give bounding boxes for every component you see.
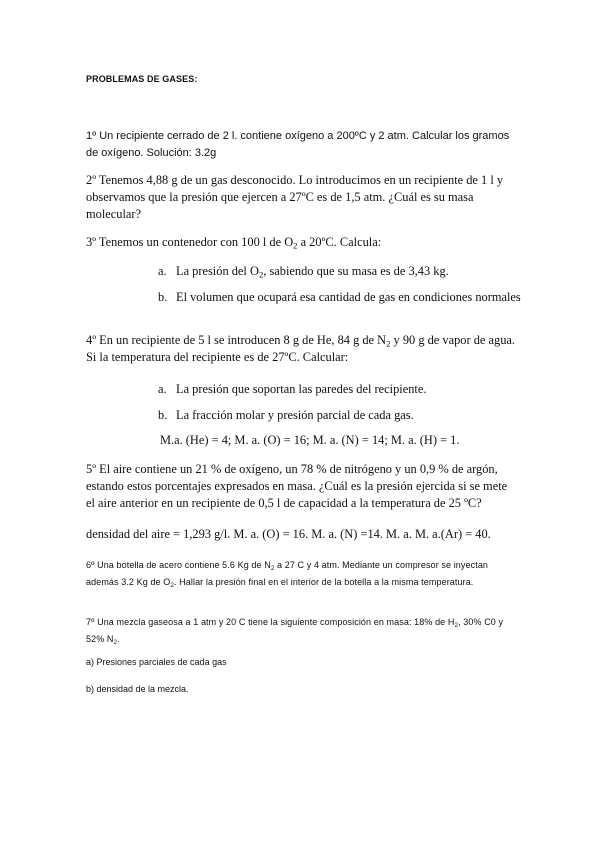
item-label: b. xyxy=(158,290,168,304)
item-label: a. xyxy=(158,382,167,396)
subscript: 2 xyxy=(113,638,118,646)
problem-4-item-a xyxy=(158,381,426,397)
problem-2: 2º Tenemos 4,88 g de un gas desconocido. Lo introducimos en un recipiente de 1 l y observamos que la presión que ejercen a 27ºC es de 1,5 atm. ¿Cuál es su masa molecular? xyxy=(86,173,504,221)
problem-7-item-a: a) Presiones parciales de cada gas xyxy=(86,657,227,667)
problem-3 xyxy=(86,234,518,251)
problem-6 xyxy=(86,557,518,591)
problem-5-data: densidad del aire = 1,293 g/l. M. a. (O) = 16. M. a. (N) =14. M. a. M. a.(Ar) = 40. xyxy=(86,527,491,541)
problem-3-item-b xyxy=(158,289,521,305)
problem-6-text: 6º Una botella de acero contiene 5.6 Kg de N xyxy=(86,560,271,570)
problem-4-text: 4º En un recipiente de 5 l se introducen 8 g de He, 84 g de N xyxy=(86,333,387,347)
problem-6-text-mid: a 27 C y 4 atm. Mediante un compresor se inyectan además 3.2 Kg de O xyxy=(86,560,489,587)
atomic-masses: M.a. (He) = 4; M. a. (O) = 16; M. a. (N) = 14; M. a. (H) = 1. xyxy=(160,433,460,447)
problem-7-text: 7º Una mezcla gaseosa a 1 atm y 20 C tiene la siguiente composición en masa: 18% de H xyxy=(86,617,455,627)
item-text: La presión del O xyxy=(176,264,259,278)
problem-1: 1º Un recipiente cerrado de 2 l. contiene oxígeno a 200ºC y 2 atm. Calcular los gramos de oxígeno. Solución: 3.2g xyxy=(86,130,510,159)
subscript: 2 xyxy=(270,564,275,572)
problem-7-item-b: b) densidad de la mezcla. xyxy=(86,684,189,694)
item-text-end: , sabiendo que su masa es de 3,43 kg. xyxy=(263,264,449,278)
problem-3-text: 3º Tenemos un contenedor con 100 l de O xyxy=(86,235,294,249)
item-text: La fracción molar y presión parcial de cada gas. xyxy=(176,408,414,422)
subscript: 2 xyxy=(454,621,459,629)
problem-7-text-end: . xyxy=(117,634,120,644)
problem-7 xyxy=(86,614,518,648)
page-title: PROBLEMAS DE GASES: xyxy=(86,74,198,84)
item-text: El volumen que ocupará esa cantidad de gas en condiciones normales xyxy=(176,290,521,304)
problem-5: 5º El aire contiene un 21 % de oxígeno, un 78 % de nitrógeno y un 0,9 % de argón, estando estos porcentajes expresados en masa. ¿Cuál es la presión ejercida si se mete el aire anterior en un recipiente de 0,5 l de capacidad a la temperatura de 25 ºC? xyxy=(86,462,508,510)
item-label: a. xyxy=(158,264,167,278)
problem-4-text-end: y 90 g de vapor de agua. Si la temperatura del recipiente es de 27ºC. Calcular: xyxy=(86,333,515,364)
problem-3-item-a xyxy=(158,263,449,279)
subscript: 2 xyxy=(258,269,264,280)
problem-4-item-b xyxy=(158,407,414,423)
problem-3-text-end: a 20ºC. Calcula: xyxy=(297,235,382,249)
problem-7-text-mid: , 30% C0 y 52% N xyxy=(86,617,504,644)
problem-6-text-end: . Hallar la presión final en el interior de la botella a la misma temperatura. xyxy=(173,577,474,587)
subscript: 2 xyxy=(170,581,174,589)
item-label: b. xyxy=(158,408,168,422)
item-text: La presión que soportan las paredes del recipiente. xyxy=(176,382,427,396)
subscript: 2 xyxy=(386,338,391,349)
problem-4 xyxy=(86,332,518,366)
subscript: 2 xyxy=(293,240,298,251)
